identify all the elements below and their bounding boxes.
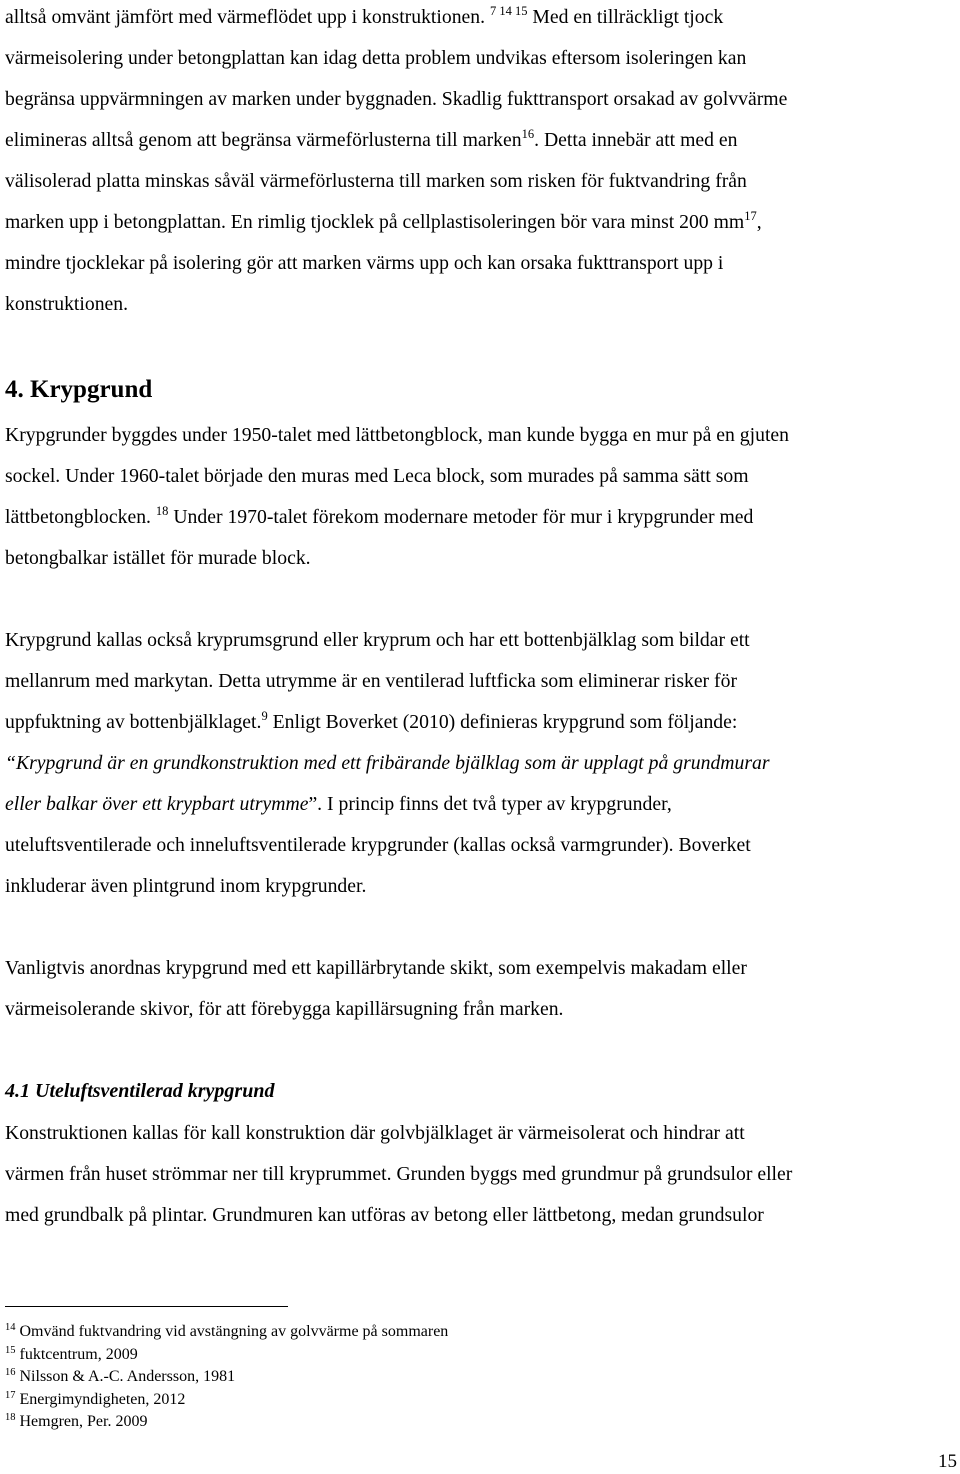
text-line: Krypgrunder byggdes under 1950-talet med lättbetongblock, man kunde bygga en mur på en gjuten [5, 424, 790, 446]
text-span: ”. I princip finns det två typer av krypgrunder, [308, 793, 672, 815]
footnote-ref[interactable]: 16 [521, 127, 535, 141]
paragraph-definition [5, 620, 770, 907]
text-span: . Detta innebär att med en [534, 129, 738, 151]
quote-span: eller balkar över ett krypbart utrymme [5, 793, 309, 815]
paragraph-kapillar [5, 948, 747, 1030]
text-span: alltså omvänt jämfört med värmeflödet upp i konstruktionen. [5, 6, 486, 28]
page-number: 15 [938, 1451, 957, 1472]
footnote-text: Energimyndigheten, 2012 [15, 1390, 186, 1408]
footnote-item [5, 1344, 448, 1367]
text-line: mellanrum med markytan. Detta utrymme är en ventilerad luftficka som eliminerar risker för [5, 670, 737, 692]
text-line: Vanligtvis anordnas krypgrund med ett kapillärbrytande skikt, som exempelvis makadam eller [5, 957, 747, 979]
footnote-text: Nilsson & A.-C. Andersson, 1981 [15, 1368, 236, 1386]
footnote-number: 16 [5, 1367, 16, 1379]
text-line: uteluftsventilerade och inneluftsventilerade krypgrunder (kallas också varmgrunder). Boverket [5, 834, 751, 856]
text-span: Under 1970-talet förekom modernare metoder för mur i krypgrunder med [168, 506, 754, 528]
text-line: Konstruktionen kallas för kall konstruktion där golvbjälklaget är värmeisolerat och hindrar att [5, 1122, 745, 1144]
footnote-item [5, 1389, 448, 1412]
text-line [5, 202, 787, 243]
text-span: Med en tillräckligt tjock [527, 6, 724, 28]
footnote-separator [5, 1306, 288, 1307]
text-line [5, 784, 770, 825]
text-span: uppfuktning av bottenbjälklaget. [5, 711, 262, 733]
text-span: lättbetongblocken. [5, 506, 156, 528]
footnote-number: 15 [5, 1344, 16, 1356]
paragraph-history [5, 415, 789, 579]
footnote-text: Hemgren, Per. 2009 [15, 1413, 148, 1431]
text-line: betongbalkar istället för murade block. [5, 547, 311, 569]
text-span: marken upp i betongplattan. En rimlig tjocklek på cellplastisoleringen bör vara minst 200 mm [5, 211, 745, 233]
text-line: värmeisolering under betongplattan kan idag detta problem undvikas eftersom isoleringen kan [5, 47, 747, 69]
footnote-ref[interactable]: 17 [744, 209, 757, 223]
text-line: konstruktionen. [5, 293, 129, 315]
footnote-text: Omvänd fuktvandring vid avstängning av golvvärme på sommaren [15, 1323, 449, 1340]
text-span: elimineras alltså genom att begränsa värmeförlusterna till marken [5, 129, 522, 151]
text-line: inkluderar även plintgrund inom krypgrunder. [5, 875, 367, 897]
paragraph-golvvarme [5, 0, 787, 325]
footnote-item [5, 1366, 448, 1389]
text-line: med grundbalk på plintar. Grundmuren kan utföras av betong eller lättbetong, medan grundsulor [5, 1204, 764, 1226]
footnote-ref[interactable]: 9 [261, 709, 268, 723]
text-line [5, 0, 787, 38]
text-line [5, 497, 789, 538]
text-line: sockel. Under 1960-talet började den muras med Leca block, som murades på samma sätt som [5, 465, 749, 487]
footnote-number: 17 [5, 1389, 16, 1401]
quote-line: “Krypgrund är en grundkonstruktion med ett fribärande bjälklag som är upplagt på grundmurar [5, 752, 770, 774]
section-heading-krypgrund: 4. Krypgrund [5, 376, 153, 403]
footnote-item [5, 1321, 448, 1344]
paragraph-konstruktion [5, 1113, 792, 1236]
text-line: värmen från huset strömmar ner till kryprummet. Grunden byggs med grundmur på grundsulor eller [5, 1163, 793, 1185]
footnote-ref[interactable]: 18 [155, 504, 169, 518]
text-span: , [756, 211, 762, 233]
text-line [5, 702, 770, 743]
footnote-text: fuktcentrum, 2009 [15, 1345, 138, 1363]
text-line: värmeisolerande skivor, för att förebygga kapillärsugning från marken. [5, 998, 564, 1020]
text-line: Krypgrund kallas också kryprumsgrund eller kryprum och har ett bottenbjälklag som bildar ett [5, 629, 750, 651]
footnote-ref[interactable]: 7 14 15 [489, 4, 528, 18]
text-span: Enligt Boverket (2010) definieras krypgrund som följande: [267, 711, 738, 733]
subsection-heading-uteluft: 4.1 Uteluftsventilerad krypgrund [5, 1080, 275, 1102]
footnote-item [5, 1411, 448, 1434]
footnote-number: 14 [5, 1322, 16, 1333]
text-line: begränsa uppvärmningen av marken under byggnaden. Skadlig fukttransport orsakad av golvvärme [5, 88, 788, 110]
text-line: mindre tjocklekar på isolering gör att marken värms upp och kan orsaka fukttransport upp i [5, 252, 724, 274]
footnotes [5, 1321, 448, 1434]
text-line: välisolerad platta minskas såväl värmeförlusterna till marken som risken för fuktvandring från [5, 170, 747, 192]
footnote-number: 18 [5, 1412, 16, 1424]
text-line [5, 120, 787, 161]
